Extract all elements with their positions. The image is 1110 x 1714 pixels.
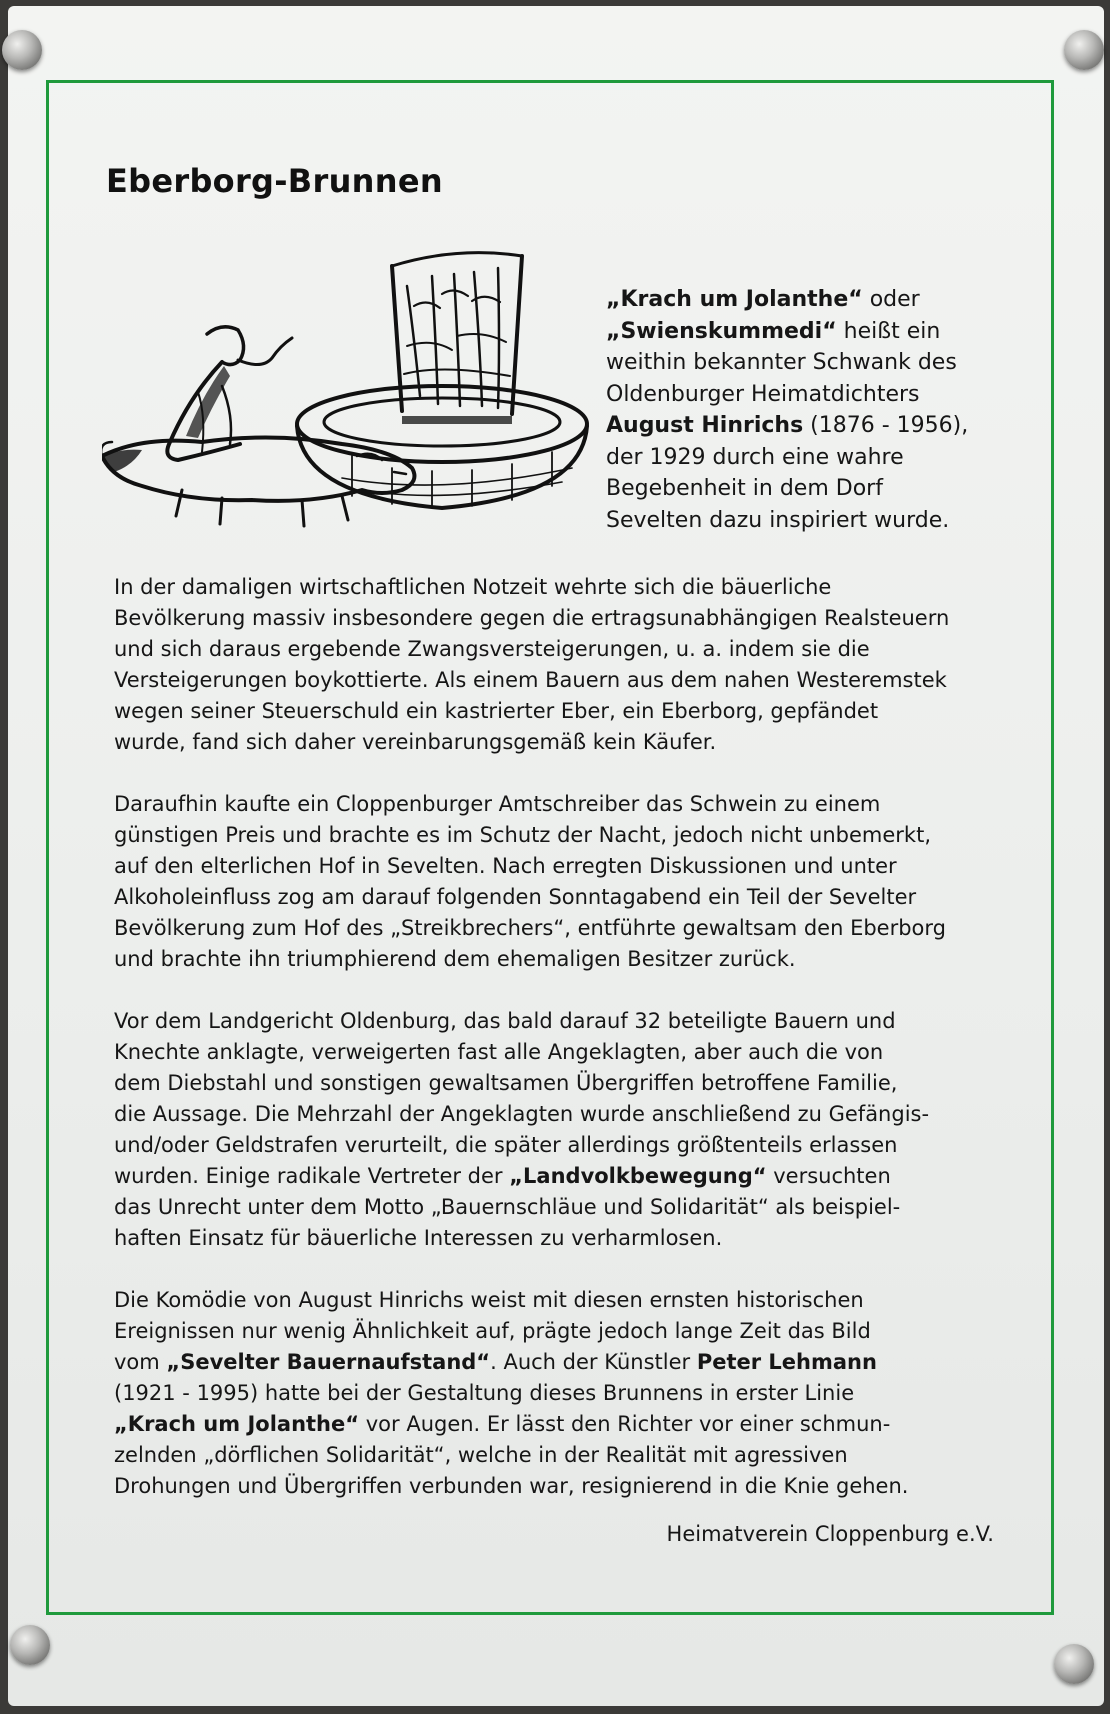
text-line: dem Diebstahl und sonstigen gewaltsamen Übergriffen betroffene Familie, bbox=[114, 1071, 898, 1095]
text-line: Bevölkerung zum Hof des „Streikbrechers“, entführte gewaltsam den Eberborg bbox=[114, 916, 947, 940]
text-line: Versteigerungen boykottierte. Als einem Bauern aus dem nahen Westeremstek bbox=[114, 668, 947, 692]
play-title-bold: „Krach um Jolanthe“ bbox=[114, 1412, 360, 1436]
text-fragment: . Auch der Künstler bbox=[490, 1350, 697, 1374]
screw-bottom-left-icon bbox=[10, 1625, 50, 1665]
text-line: günstigen Preis und brachte es im Schutz der Nacht, jedoch nicht unbemerkt, bbox=[114, 823, 932, 847]
text-line: Daraufhin kaufte ein Cloppenburger Amtschreiber das Schwein zu einem bbox=[114, 792, 881, 816]
screw-top-left-icon bbox=[2, 30, 42, 70]
text-line: die Aussage. Die Mehrzahl der Angeklagten wurde anschließend zu Gefängis- bbox=[114, 1102, 930, 1126]
text-line: Knechte anklagte, verweigerten fast alle Angeklagten, aber auch die von bbox=[114, 1040, 884, 1064]
screw-top-right-icon bbox=[1064, 30, 1104, 70]
intro-line bbox=[606, 284, 1026, 316]
text-line: zelnden „dörflichen Solidarität“, welche in der Realität mit agressiven bbox=[114, 1443, 848, 1467]
fountain-illustration bbox=[102, 246, 602, 546]
text-line: haften Einsatz für bäuerliche Interessen zu verharmlosen. bbox=[114, 1226, 723, 1250]
intro-line: Oldenburger Heimatdichters bbox=[606, 381, 920, 407]
text-fragment: versuchten bbox=[766, 1164, 891, 1188]
text-line: Ereignissen nur wenig Ähnlichkeit auf, prägte jedoch lange Zeit das Bild bbox=[114, 1319, 871, 1343]
text-line: (1921 - 1995) hatte bei der Gestaltung dieses Brunnens in erster Linie bbox=[114, 1381, 855, 1405]
intro-text bbox=[606, 284, 1026, 536]
paragraph-4 bbox=[114, 1285, 994, 1502]
signature: Heimatverein Cloppenburg e.V. bbox=[666, 1522, 994, 1546]
play-title-bold: „Krach um Jolanthe“ bbox=[606, 287, 863, 312]
text-line: wurde, fand sich daher vereinbarungsgemäß kein Käufer. bbox=[114, 730, 717, 754]
artist-name-bold: Peter Lehmann bbox=[696, 1350, 877, 1374]
intro-line: Sevelten dazu inspiriert wurde. bbox=[606, 507, 950, 533]
text-line: Drohungen und Übergriffen verbunden war, resignierend in die Knie gehen. bbox=[114, 1474, 909, 1498]
text-line bbox=[114, 1161, 994, 1192]
intro-line bbox=[606, 316, 1026, 348]
paragraph-1 bbox=[114, 572, 994, 758]
text-line: Alkoholeinfluss zog am darauf folgenden Sonntagabend ein Teil der Sevelter bbox=[114, 885, 917, 909]
author-name-bold: August Hinrichs bbox=[606, 413, 804, 438]
uprising-name-bold: „Sevelter Bauernaufstand“ bbox=[166, 1350, 491, 1374]
text-line: das Unrecht unter dem Motto „Bauernschläue und Solidarität“ als beispiel- bbox=[114, 1195, 901, 1219]
text-line: und brachte ihn triumphierend dem ehemaligen Besitzer zurück. bbox=[114, 947, 796, 971]
paragraph-2 bbox=[114, 789, 994, 975]
intro-line: Begebenheit in dem Dorf bbox=[606, 476, 883, 501]
text-fragment: wurden. Einige radikale Vertreter der bbox=[114, 1164, 510, 1188]
text-line: Die Komödie von August Hinrichs weist mit diesen ernsten historischen bbox=[114, 1288, 864, 1312]
intro-line bbox=[606, 410, 1026, 442]
text-fragment: vom bbox=[114, 1350, 167, 1374]
body-text bbox=[114, 572, 994, 1533]
text-line: und/oder Geldstrafen verurteilt, die später allerdings größtenteils erlassen bbox=[114, 1133, 898, 1157]
intro-line: weithin bekannter Schwank des bbox=[606, 350, 957, 375]
text-line: Bevölkerung massiv insbesondere gegen die ertragsunabhängigen Realsteuern bbox=[114, 606, 950, 630]
text-fragment: heißt ein bbox=[836, 318, 941, 344]
text-fragment: oder bbox=[862, 287, 920, 312]
screw-bottom-right-icon bbox=[1054, 1644, 1094, 1684]
text-line bbox=[114, 1409, 994, 1440]
page-title: Eberborg-Brunnen bbox=[106, 162, 443, 200]
play-alt-title-bold: „Swienskummedi“ bbox=[606, 318, 837, 344]
paragraph-3 bbox=[114, 1006, 994, 1254]
intro-line: der 1929 durch eine wahre bbox=[606, 444, 904, 470]
text-fragment: vor Augen. Er lässt den Richter vor einer schmun- bbox=[359, 1412, 891, 1436]
text-line: Vor dem Landgericht Oldenburg, das bald darauf 32 beteiligte Bauern und bbox=[114, 1009, 896, 1033]
text-line bbox=[114, 1347, 994, 1378]
text-line: auf den elterlichen Hof in Sevelten. Nach erregten Diskussionen und unter bbox=[114, 854, 897, 878]
text-line: wegen seiner Steuerschuld ein kastrierter Eber, ein Eberborg, gepfändet bbox=[114, 699, 879, 723]
text-line: und sich daraus ergebende Zwangsversteigerungen, u. a. indem sie die bbox=[114, 637, 870, 661]
text-line: In der damaligen wirtschaftlichen Notzeit wehrte sich die bäuerliche bbox=[114, 575, 832, 599]
text-fragment: (1876 - 1956), bbox=[803, 413, 969, 438]
movement-name-bold: „Landvolkbewegung“ bbox=[509, 1164, 767, 1188]
